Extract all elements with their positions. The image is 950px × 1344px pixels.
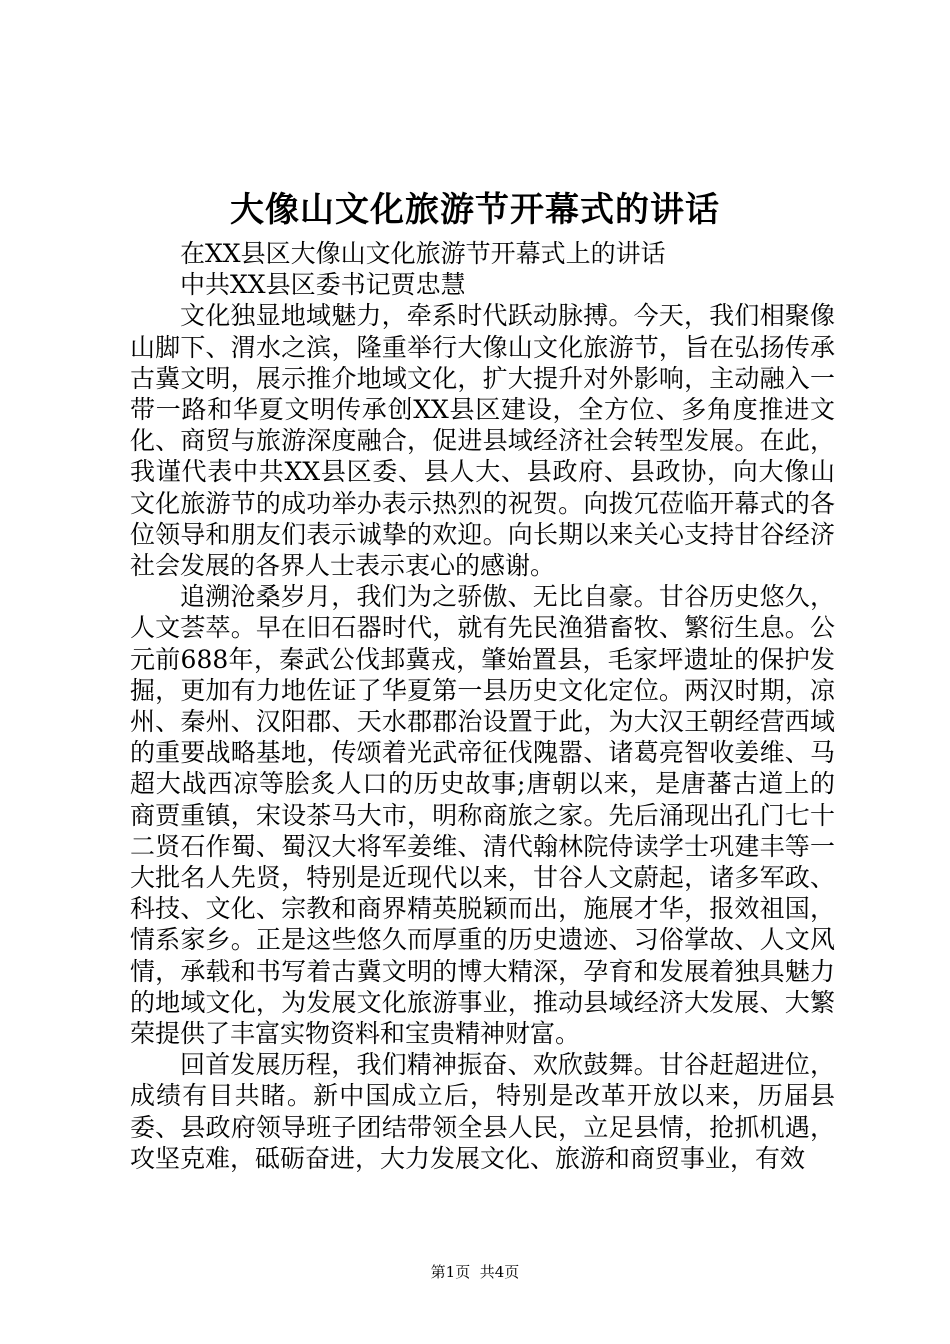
- body-paragraph: 文化独显地域魅力，牵系时代跃动脉搏。今天，我们相聚像山脚下、渭水之滨，隆重举行大像山文化旅游节，旨在弘扬传承古冀文明，展示推介地域文化，扩大提升对外影响，主动融入一带一路和华夏文明传承创XX县区建设，全方位、多角度推进文化、商贸与旅游深度融合，促进县域经济社会转型发展。在此，我谨代表中共XX县区委、县人大、县政府、县政协，向大像山文化旅游节的成功举办表示热烈的祝贺。向拨冗莅临开幕式的各位领导和朋友们表示诚挚的欢迎。向长期以来关心支持甘谷经济社会发展的各界人士表示衷心的感谢。: [130, 301, 835, 581]
- body-paragraph: 追溯沧桑岁月，我们为之骄傲、无比自豪。甘谷历史悠久，人文荟萃。早在旧石器时代，就有先民渔猎畜牧、繁衍生息。公元前688年，秦武公伐邽冀戎，肇始置县，毛家坪遗址的保护发掘，更加有力地佐证了华夏第一县历史文化定位。两汉时期，凉州、秦州、汉阳郡、天水郡郡治设置于此，为大汉王朝经营西域的重要战略基地，传颂着光武帝征伐隗嚣、诸葛亮智收姜维、马超大战西凉等脍炙人口的历史故事;唐朝以来，是唐蕃古道上的商贾重镇，宋设茶马大市，明称商旅之家。先后涌现出孔门七十二贤石作蜀、蜀汉大将军姜维、清代翰林院侍读学士巩建丰等一大批名人先贤，特别是近现代以来，甘谷人文蔚起，诸多军政、科技、文化、宗教和商界精英脱颖而出，施展才华，报效祖国，情系家乡。正是这些悠久而厚重的历史遗迹、习俗掌故、人文风情，承载和书写着古冀文明的博大精深，孕育和发展着独具魅力的地域文化，为发展文化旅游事业，推动县域经济大发展、大繁荣提供了丰富实物资料和宝贵精神财富。: [130, 582, 835, 1049]
- page-footer: [0, 1262, 950, 1282]
- page-number: 第1页: [430, 1263, 471, 1281]
- document-body: [130, 238, 835, 1174]
- body-paragraph: 回首发展历程，我们精神振奋、欢欣鼓舞。甘谷赶超进位，成绩有目共睹。新中国成立后，特别是改革开放以来，历届县委、县政府领导班子团结带领全县人民，立足县情，抢抓机遇，攻坚克难，砥砺奋进，大力发展文化、旅游和商贸事业，有效: [130, 1050, 835, 1173]
- speaker-line: 中共XX县区委书记贾忠慧: [180, 270, 466, 300]
- document-title: 大像山文化旅游节开幕式的讲话: [230, 190, 720, 230]
- speech-heading: 在XX县区大像山文化旅游节开幕式上的讲话: [180, 239, 666, 268]
- page-total: 共4页: [479, 1263, 520, 1281]
